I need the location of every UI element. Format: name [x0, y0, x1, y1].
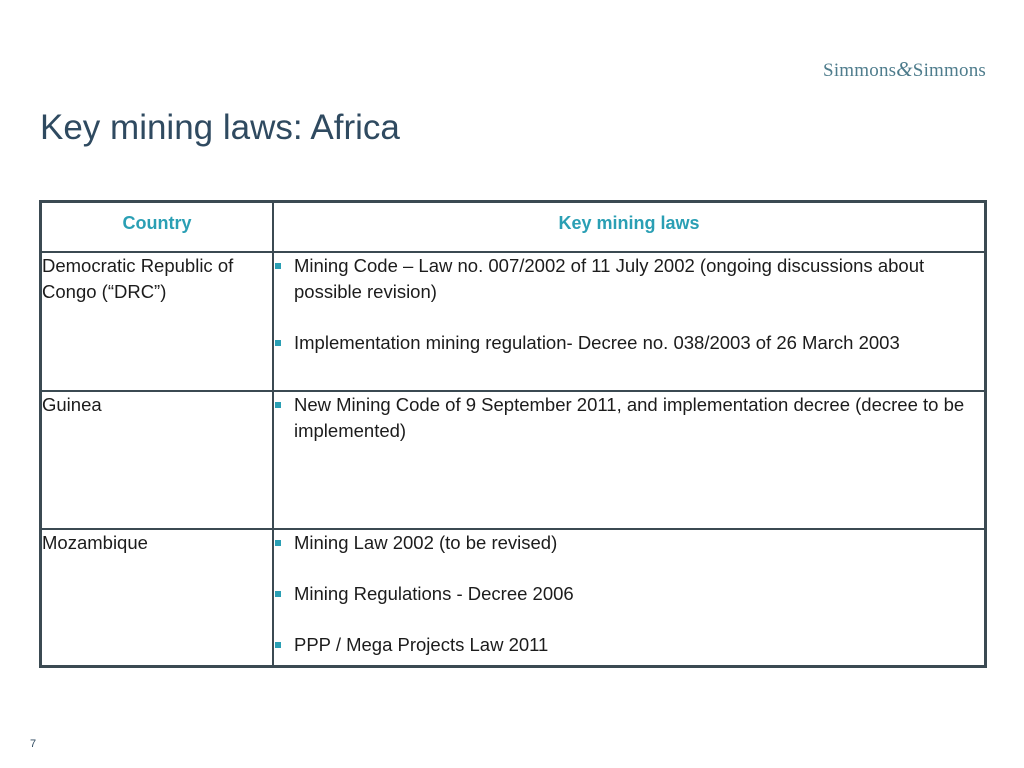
country-cell: Guinea [41, 391, 274, 529]
law-text: Implementation mining regulation- Decree no. 038/2003 of 26 March 2003 [294, 331, 900, 353]
laws-cell [273, 391, 986, 529]
mining-laws-table [39, 200, 987, 668]
table-header-row [41, 202, 986, 252]
square-bullet-icon [275, 591, 281, 597]
list-item [274, 530, 984, 556]
laws-cell [273, 529, 986, 667]
law-text: PPP / Mega Projects Law 2011 [294, 633, 549, 655]
list-item [274, 330, 984, 356]
laws-list [274, 530, 984, 658]
list-item [274, 253, 984, 305]
law-text: Mining Law 2002 (to be revised) [294, 531, 558, 553]
logo-ampersand: & [896, 57, 913, 81]
list-item [274, 632, 984, 658]
square-bullet-icon [275, 642, 281, 648]
law-text: New Mining Code of 9 September 2011, and implementation decree (decree to be implemented) [294, 393, 965, 441]
logo-left: Simmons [823, 60, 897, 81]
square-bullet-icon [275, 402, 281, 408]
table-row [41, 391, 986, 529]
column-header-country: Country [41, 202, 274, 252]
country-cell: Democratic Republic of Congo (“DRC”) [41, 252, 274, 391]
square-bullet-icon [275, 540, 281, 546]
square-bullet-icon [275, 263, 281, 269]
law-text: Mining Regulations - Decree 2006 [294, 582, 574, 604]
laws-list [274, 253, 984, 356]
list-item [274, 392, 984, 444]
list-item [274, 581, 984, 607]
column-header-key-mining-laws: Key mining laws [273, 202, 986, 252]
table-row [41, 529, 986, 667]
simmons-logo [823, 57, 986, 82]
page-number: 7 [30, 738, 37, 750]
table-row [41, 252, 986, 391]
country-cell: Mozambique [41, 529, 274, 667]
laws-list [274, 392, 984, 444]
laws-cell [273, 252, 986, 391]
page-title: Key mining laws: Africa [40, 108, 400, 147]
law-text: Mining Code – Law no. 007/2002 of 11 July 2002 (ongoing discussions about possible revision) [294, 254, 925, 302]
logo-right: Simmons [912, 60, 986, 81]
square-bullet-icon [275, 340, 281, 346]
